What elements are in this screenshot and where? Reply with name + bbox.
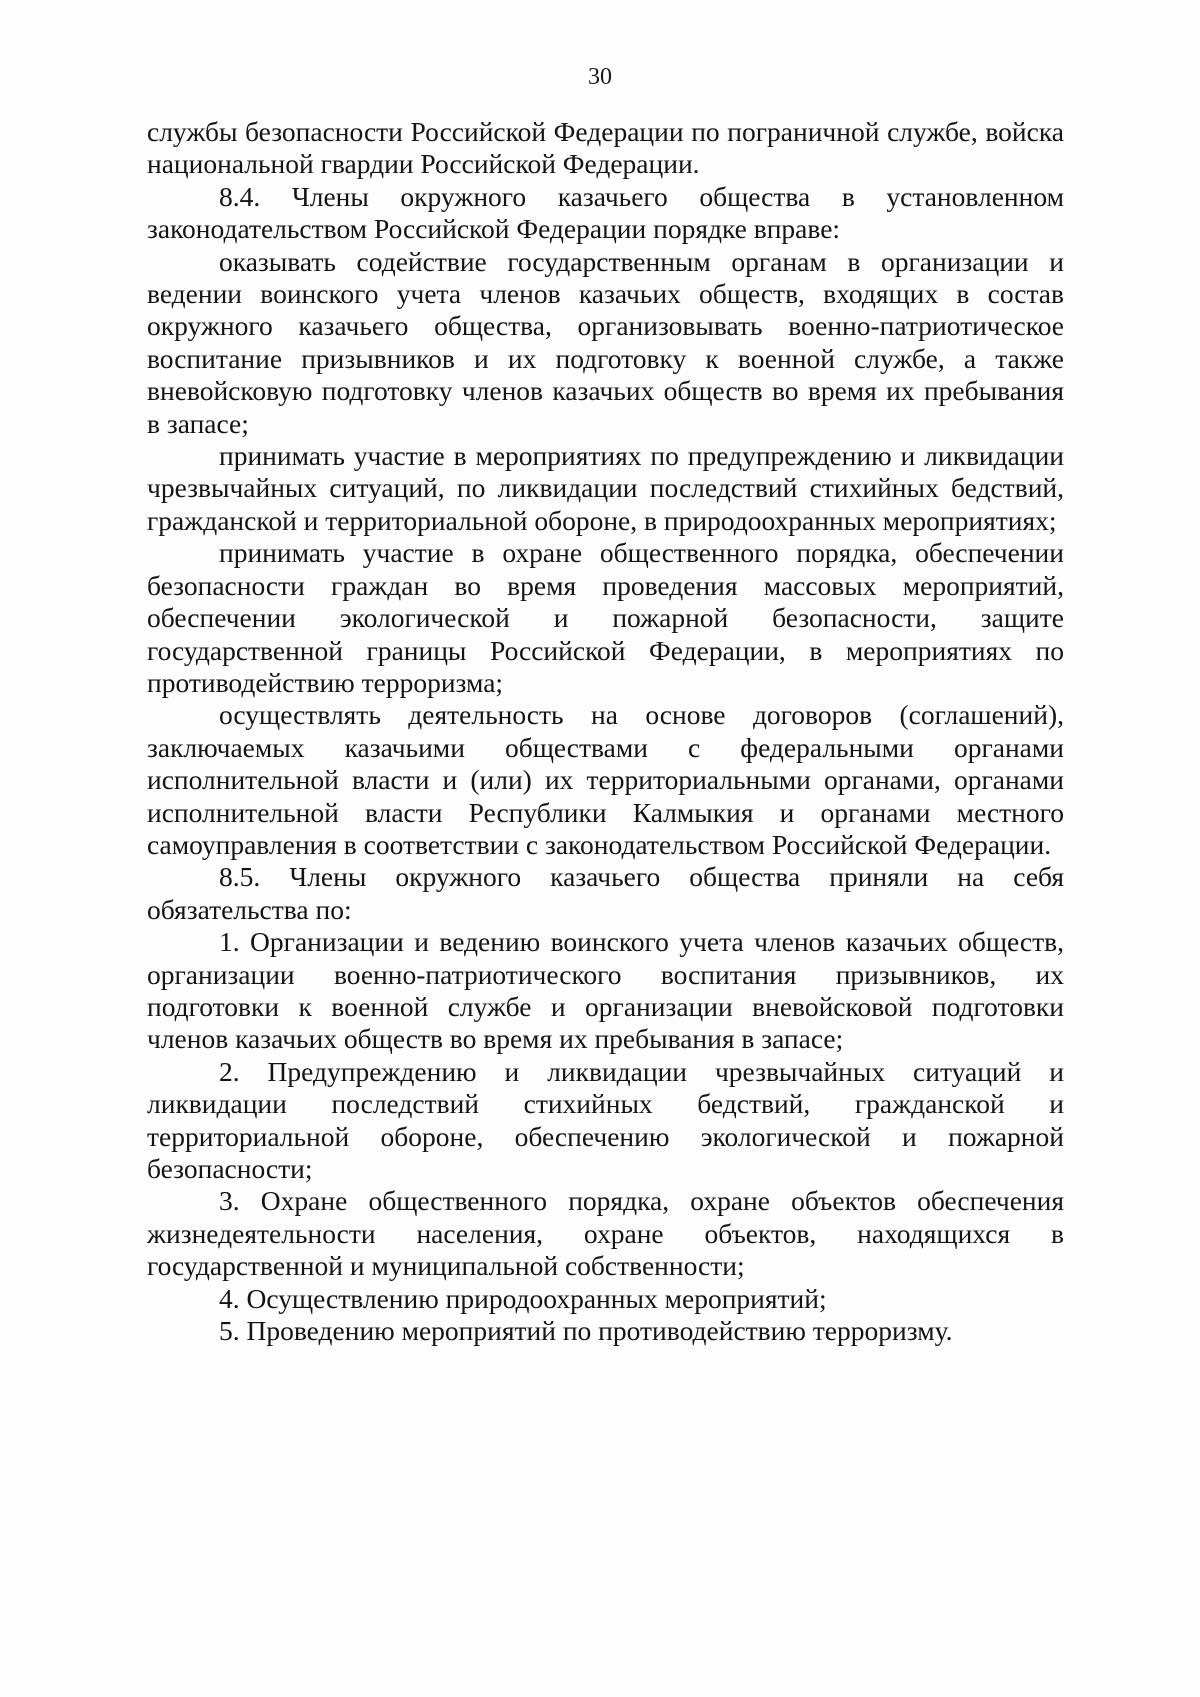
paragraph-right-agreements: осуществлять деятельность на основе договоров (соглашений), заключаемых казачьими обществами с федеральными органами исполнительной власти и (или) их территориальными органами, органами исполнительной власти Республики Калмыкия и органами местного самоуправления в соответствии с законодательством Российской Федерации. [147, 699, 1064, 860]
page-number: 30 [588, 64, 612, 90]
paragraph-8-4: 8.4. Члены окружного казачьего общества в установленном законодательством Российской Федерации порядке вправе: [147, 180, 1064, 245]
paragraph-obligation-1: 1. Организации и ведению воинского учета членов казачьих обществ, организации военно-патриотического воспитания призывников, их подготовки к военной службе и организации вневойсковой подготовки членов казачьих обществ во время их пребывания в запасе; [147, 926, 1064, 1055]
paragraph-right-public-order: принимать участие в охране общественного порядка, обеспечении безопасности граждан во время проведения массовых мероприятий, обеспечении экологической и пожарной безопасности, защите государственной границы Российской Федерации, в мероприятиях по противодействию терроризма; [147, 537, 1064, 698]
paragraph-right-emergency: принимать участие в мероприятиях по предупреждению и ликвидации чрезвычайных ситуаций, по ликвидации последствий стихийных бедствий, гражданской и территориальной обороне, в природоохранных мероприятиях; [147, 440, 1064, 536]
paragraph-obligation-5: 5. Проведению мероприятий по противодействию терроризму. [219, 1315, 953, 1347]
paragraph-obligation-4: 4. Осуществлению природоохранных мероприятий; [219, 1282, 827, 1314]
paragraph-continuation: службы безопасности Российской Федерации по пограничной службе, войска национальной гвардии Российской Федерации. [147, 116, 1064, 180]
document-body [147, 116, 1064, 1347]
paragraph-right-military-registration: оказывать содействие государственным органам в организации и ведении воинского учета членов казачьих обществ, входящих в состав окружного казачьего общества, организовывать военно-патриотическое воспитание призывников и их подготовку к военной службе, а также вневойсковую подготовку членов казачьих обществ во время их пребывания в запасе; [147, 245, 1064, 439]
paragraph-obligation-3: 3. Охране общественного порядка, охране объектов обеспечения жизнедеятельности населения, охране объектов, находящихся в государственной и муниципальной собственности; [147, 1185, 1064, 1282]
paragraph-8-5: 8.5. Члены окружного казачьего общества приняли на себя обязательства по: [147, 861, 1064, 925]
paragraph-obligation-2: 2. Предупреждению и ликвидации чрезвычайных ситуаций и ликвидации последствий стихийных бедствий, гражданской и территориальной обороне, обеспечению экологической и пожарной безопасности; [147, 1055, 1064, 1184]
